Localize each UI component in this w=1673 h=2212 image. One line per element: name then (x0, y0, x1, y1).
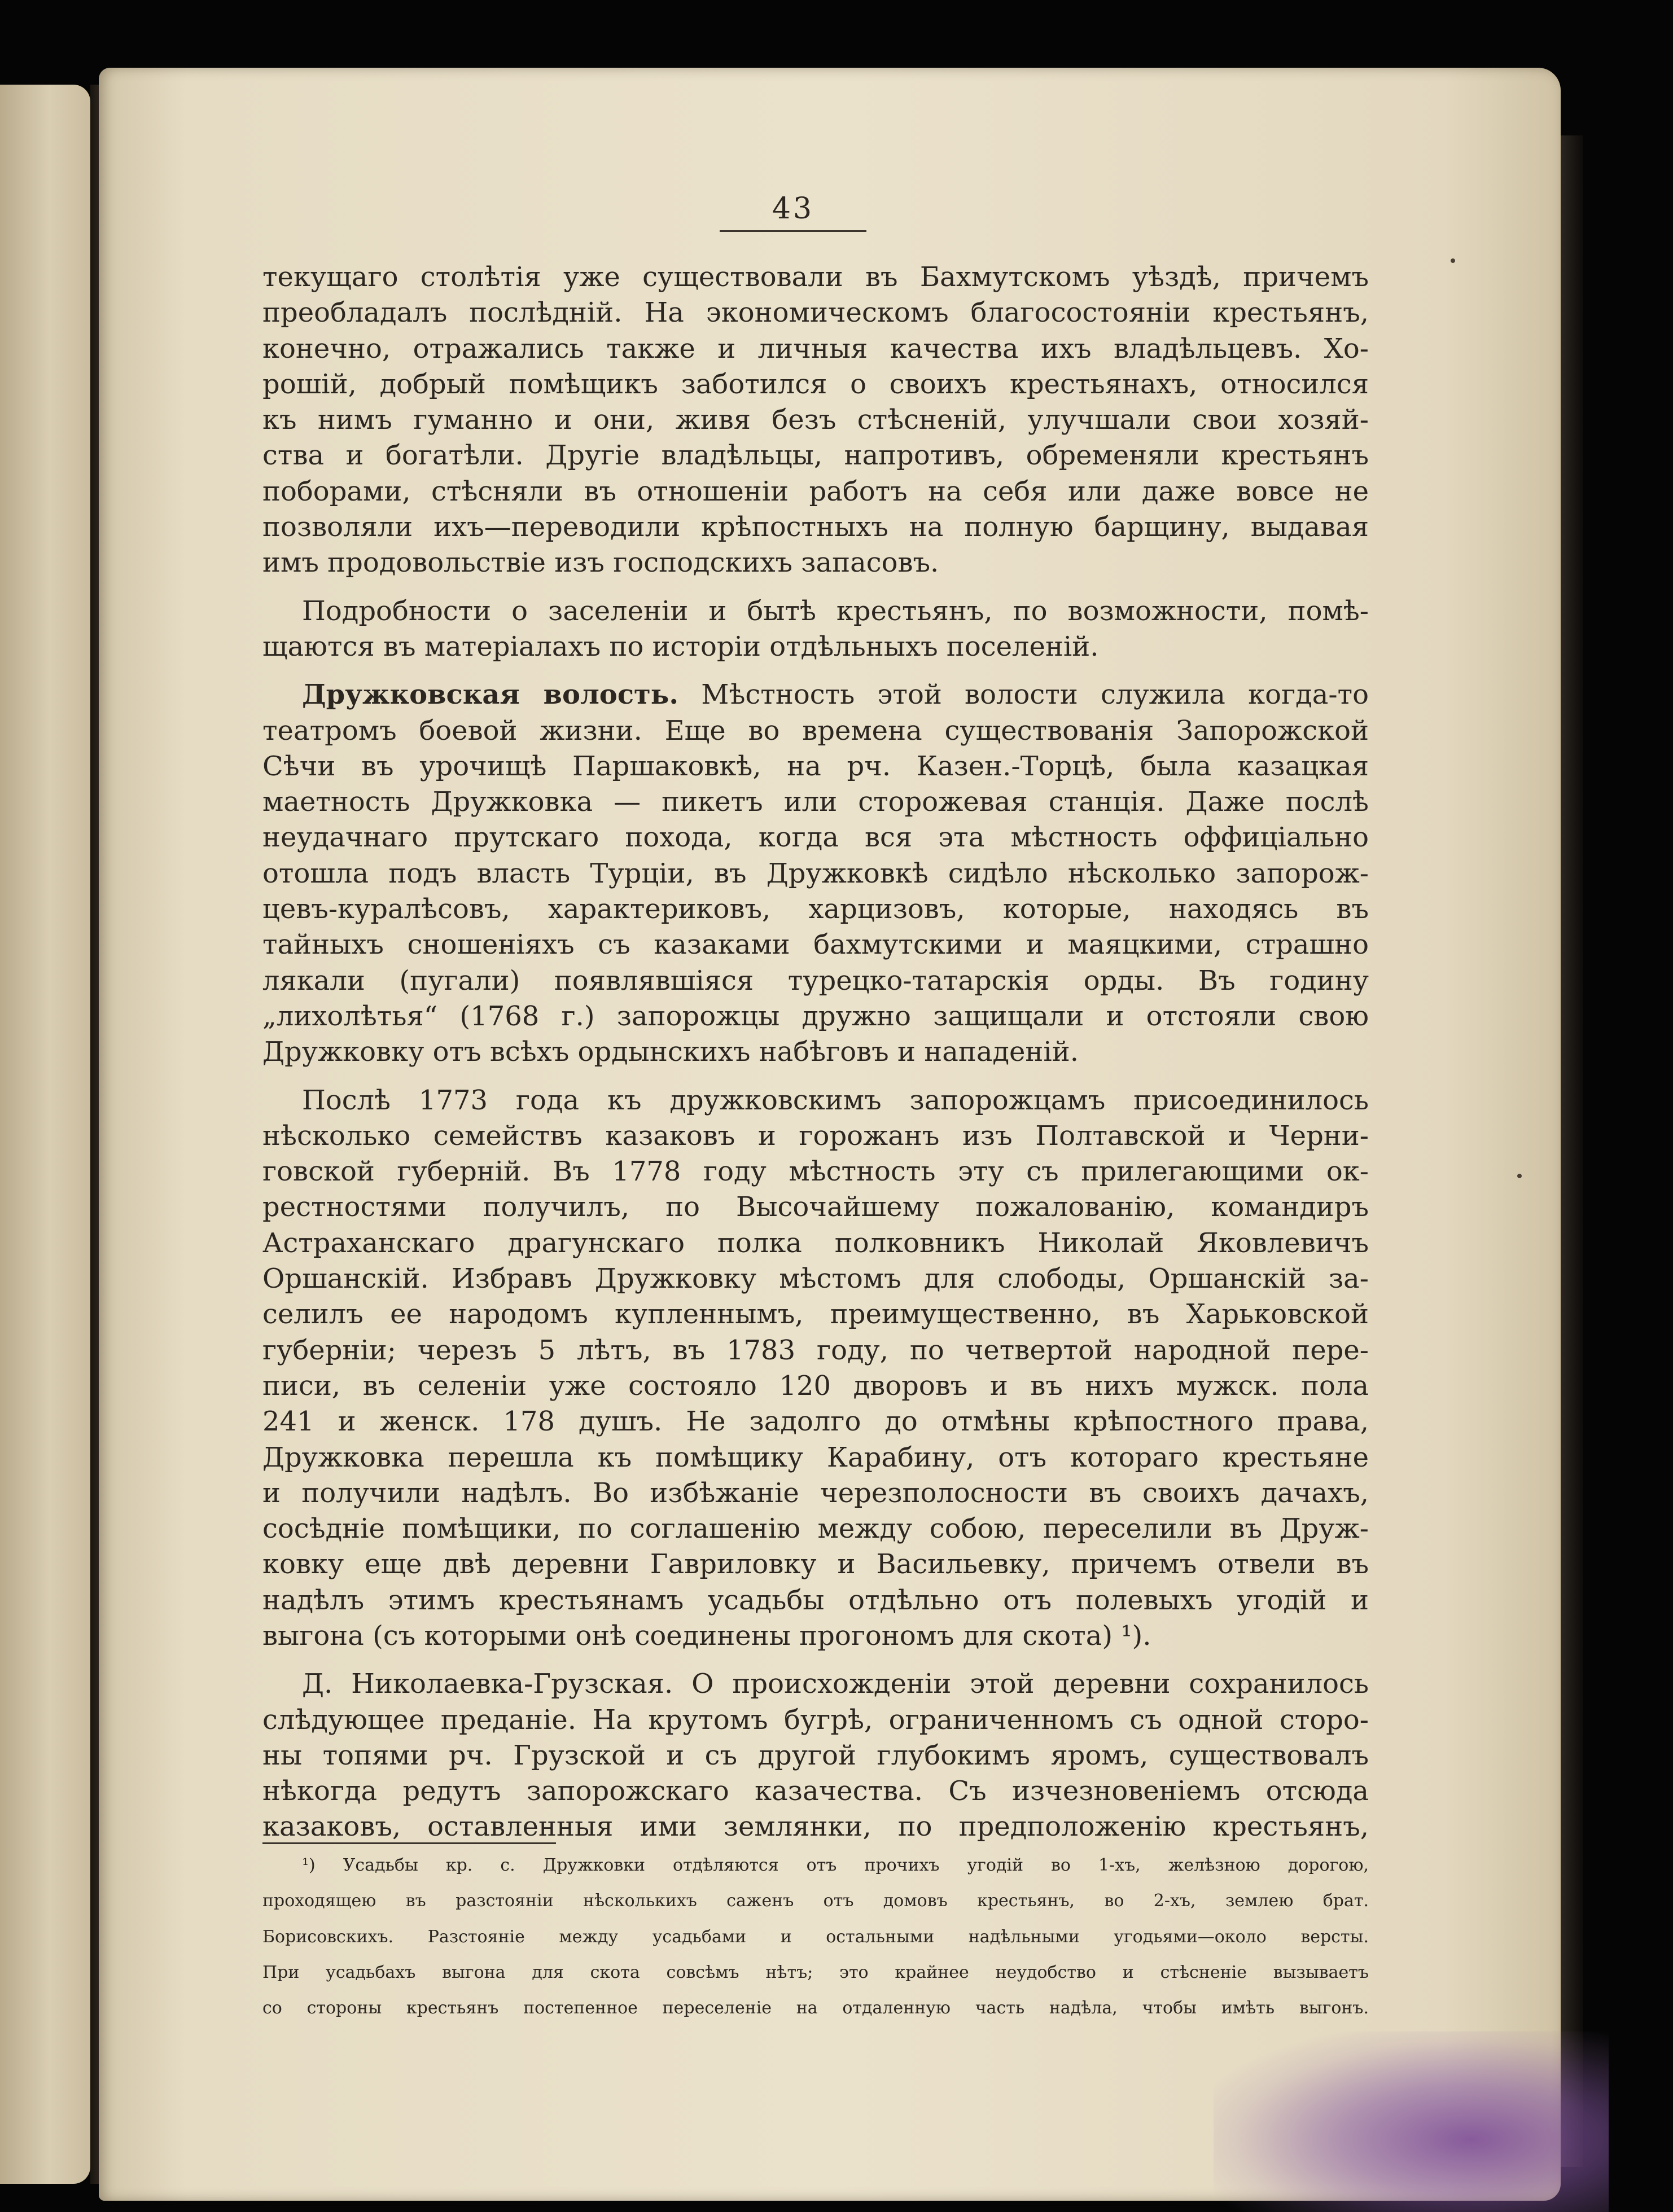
text-line: Оршанскій. Избравъ Дружковку мѣстомъ для слободы, Оршанскій за- (262, 1263, 1369, 1295)
text-line: щаются въ матеріалахъ по исторіи отдѣльныхъ поселеній. (262, 630, 1099, 662)
text-line: имъ продовольствіе изъ господскихъ запасовъ. (262, 547, 939, 579)
text-line: конечно, отражались также и личныя качества ихъ владѣльцевъ. Хо- (262, 332, 1369, 365)
text-line: говской губерній. Въ 1778 году мѣстность эту съ прилегающими ок- (262, 1156, 1369, 1188)
text-line: ства и богатѣли. Другіе владѣльцы, напротивъ, обременяли крестьянъ (262, 440, 1369, 472)
speck (1451, 258, 1455, 263)
footnote-line: проходящею въ разстояніи нѣсколькихъ саженъ отъ домовъ крестьянъ, во 2-хъ, землею брат. (262, 1891, 1369, 1911)
ink-stain (1214, 2031, 1609, 2212)
footnote (262, 1854, 1369, 2032)
text-line: Астраханскаго драгунскаго полка полковникъ Николай Яковлевичъ (262, 1227, 1369, 1259)
text-line: Дружковку отъ всѣхъ ордынскихъ набѣговъ и нападеній. (262, 1036, 1079, 1068)
page-right-edge (1561, 135, 1583, 2167)
text-line: маетность Дружковка — пикетъ или сторожевая станція. Даже послѣ (262, 786, 1369, 818)
text-line: рестностями получилъ, по Высочайшему пожалованію, командиръ (262, 1191, 1369, 1223)
footnote-line: Борисовскихъ. Разстояніе между усадьбами и остальными надѣльными угодьями—около версты. (262, 1926, 1369, 1947)
text-line: „лихолѣтья“ (1768 г.) запорожцы дружно защищали и отстояли свою (262, 1000, 1369, 1032)
text-line: надѣлъ этимъ крестьянамъ усадьбы отдѣльно отъ полевыхъ угодій и (262, 1584, 1369, 1616)
page-number-rule (720, 230, 866, 232)
text-line: Дружковская волость. Мѣстность этой волости служила когда-то (302, 679, 1369, 711)
text-line: текущаго столѣтія уже существовали въ Бахмутскомъ уѣздѣ, причемъ (262, 261, 1369, 293)
footnote-line: При усадьбахъ выгона для скота совсѣмъ нѣтъ; это крайнее неудобство и стѣсненіе вызываетъ (262, 1962, 1369, 1982)
text-line: селилъ ее народомъ купленнымъ, преимущественно, въ Харьковской (262, 1298, 1369, 1331)
text-line: казаковъ, оставленныя ими землянки, по предположенію крестьянъ, (262, 1811, 1369, 1843)
paragraph-5 (262, 1666, 1369, 1845)
text-line: театромъ боевой жизни. Еще во времена существованія Запорожской (262, 714, 1369, 747)
text-line: губерніи; черезъ 5 лѣтъ, въ 1783 году, по четвертой народной пере- (262, 1334, 1369, 1366)
text-line: неудачнаго прутскаго похода, когда вся эта мѣстность оффиціально (262, 822, 1369, 854)
text-line: тайныхъ сношеніяхъ съ казаками бахмутскими и маяцкими, страшно (262, 929, 1369, 961)
text-line: и получили надѣлъ. Во избѣжаніе черезполосности въ своихъ дачахъ, (262, 1477, 1369, 1509)
text-line: Подробности о заселеніи и бытѣ крестьянъ, по возможности, помѣ- (302, 595, 1369, 627)
paragraph-2 (262, 594, 1369, 665)
text-line: позволяли ихъ—переводили крѣпостныхъ на полную барщину, выдавая (262, 511, 1369, 543)
text-line: выгона (съ которыми онѣ соединены прогономъ для скота) ¹). (262, 1620, 1151, 1652)
text-line: ковку еще двѣ деревни Гавриловку и Васильевку, причемъ отвели въ (262, 1548, 1369, 1581)
text-line: сосѣдніе помѣщики, по соглашенію между собою, переселили въ Друж- (262, 1513, 1369, 1545)
text-line: 241 и женск. 178 душъ. Не задолго до отмѣны крѣпостного права, (262, 1406, 1369, 1438)
text-line: писи, въ селеніи уже состояло 120 дворовъ и въ нихъ мужск. пола (262, 1370, 1369, 1402)
footnote-rule (262, 1842, 556, 1844)
text-line: слѣдующее преданіе. На крутомъ бугрѣ, ограниченномъ съ одной сторо- (262, 1704, 1369, 1736)
paragraph-3 (262, 677, 1369, 1070)
text-line: поборами, стѣсняли въ отношеніи работъ на себя или даже вовсе не (262, 475, 1369, 507)
speck (1517, 1174, 1522, 1178)
left-page-edge (0, 85, 90, 2184)
text-line: отошла подъ власть Турціи, въ Дружковкѣ сидѣло нѣсколько запорож- (262, 857, 1369, 889)
page-number: 43 (772, 192, 814, 226)
text-line: Послѣ 1773 года къ дружковскимъ запорожцамъ присоединилось (302, 1084, 1369, 1116)
footnote-line: ¹) Усадьбы кр. с. Дружковки отдѣляются отъ прочихъ угодій во 1-хъ, желѣзною дорогою, (302, 1855, 1369, 1875)
paragraph-4 (262, 1083, 1369, 1654)
text-line: нѣсколько семействъ казаковъ и горожанъ изъ Полтавской и Черни- (262, 1120, 1369, 1152)
text-line: лякали (пугали) появлявшіяся турецко-татарскія орды. Въ годину (262, 964, 1369, 997)
text-line: ны топями рч. Грузской и съ другой глубокимъ яромъ, существовалъ (262, 1739, 1369, 1771)
text-line: къ нимъ гуманно и они, живя безъ стѣсненій, улучшали свои хозяй- (262, 404, 1369, 436)
text-line: Д. Николаевка-Грузская. О происхожденіи этой деревни сохранилось (302, 1668, 1369, 1700)
text-line: Сѣчи въ урочищѣ Паршаковкѣ, на рч. Казен.-Торцѣ, была казацкая (262, 750, 1369, 782)
text-line: нѣкогда редутъ запорожскаго казачества. Съ изчезновеніемъ отсюда (262, 1775, 1369, 1807)
footnote-line: со стороны крестьянъ постепенное переселеніе на отдаленную часть надѣла, чтобы имѣть выгонъ. (262, 1998, 1369, 2018)
text-line: Дружковка перешла къ помѣщику Карабину, отъ котораго крестьяне (262, 1441, 1369, 1473)
text-line: преобладалъ послѣдній. На экономическомъ благосостояніи крестьянъ, (262, 297, 1369, 329)
text-line: цевъ-куралѣсовъ, характериковъ, харцизовъ, которые, находясь въ (262, 893, 1369, 925)
text-line: рошій, добрый помѣщикъ заботился о своихъ крестьянахъ, относился (262, 368, 1369, 400)
paragraph-1 (262, 260, 1369, 581)
body-text (262, 260, 1369, 1845)
section-heading: Дружковская волость. (302, 679, 679, 711)
